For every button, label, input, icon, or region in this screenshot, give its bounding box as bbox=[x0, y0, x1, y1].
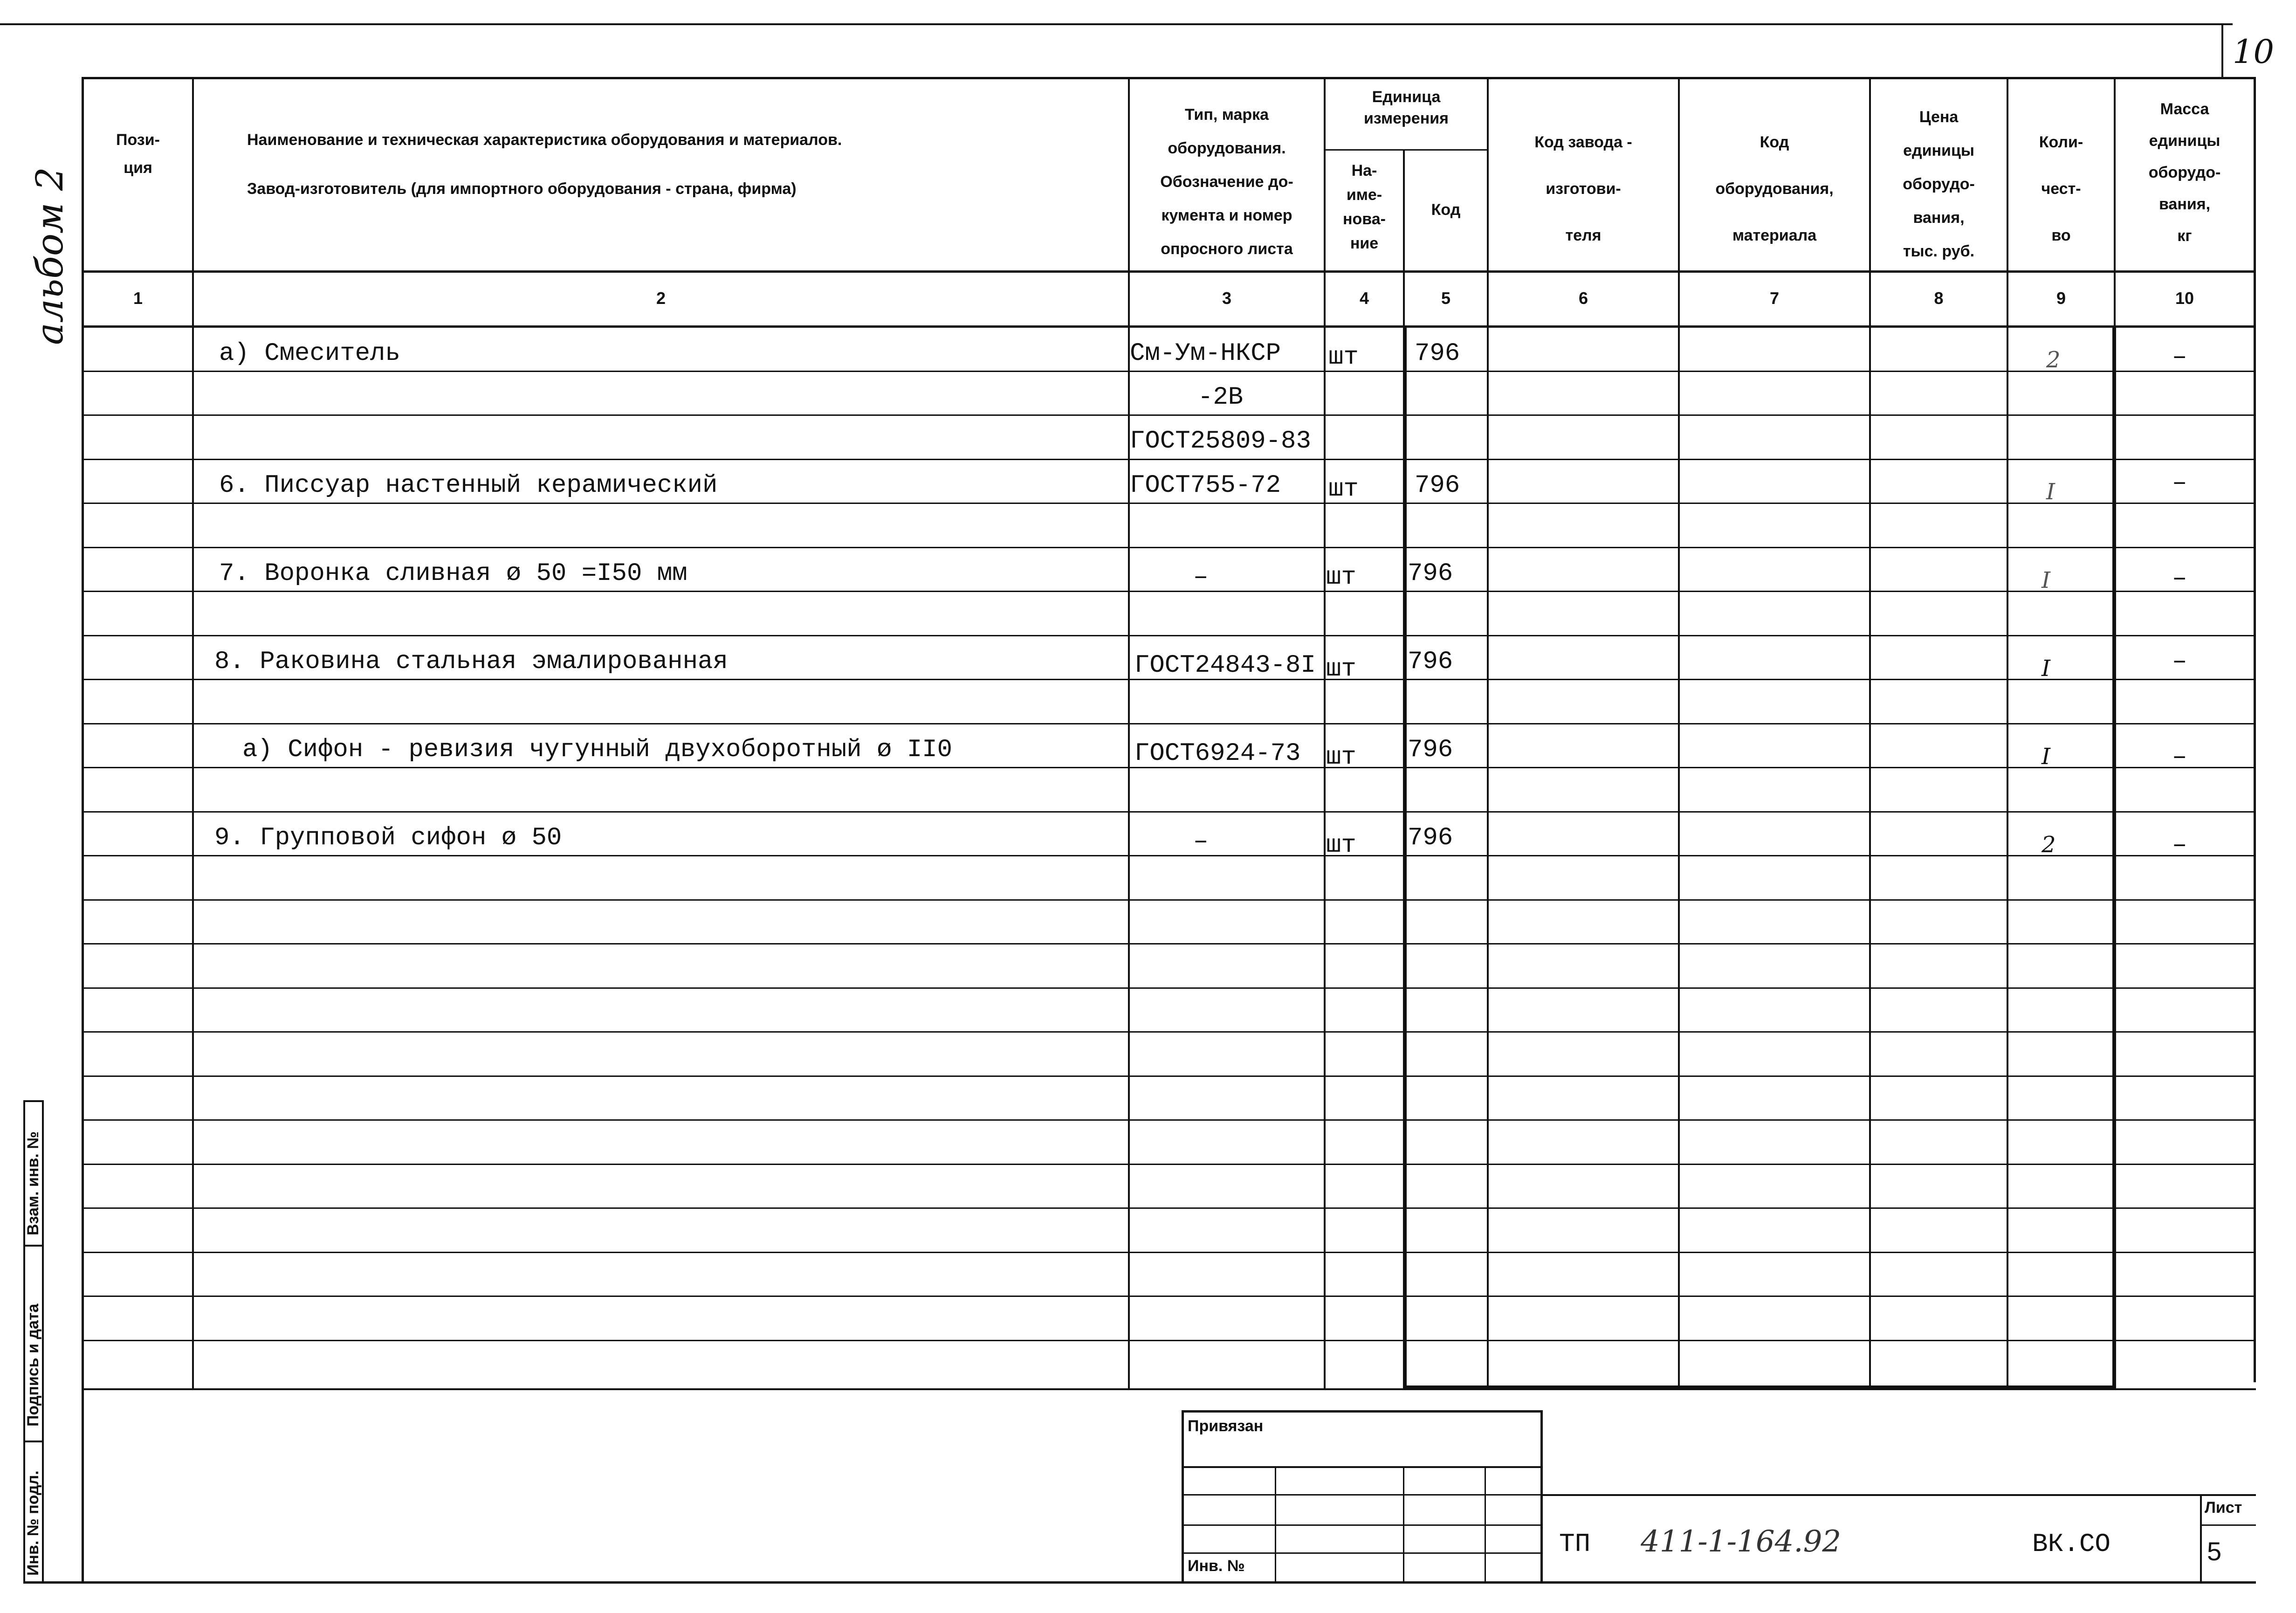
row-type: ГОСТ25809-83 bbox=[1130, 427, 1311, 455]
row-quantity: 2 bbox=[2046, 347, 2061, 373]
col-number-2: 2 bbox=[656, 289, 666, 308]
row-unit-code: 796 bbox=[1415, 471, 1460, 500]
row-type: ГОСТ6924-73 bbox=[1134, 739, 1301, 768]
row-quantity: 2 bbox=[2042, 832, 2056, 858]
row-mass: – bbox=[2172, 565, 2187, 593]
header-unit-group: Единица измерения bbox=[1364, 88, 1449, 127]
side-handwriting: альбом 2 bbox=[28, 167, 71, 345]
header-unit-name: На- име- нова- ние bbox=[1343, 162, 1386, 252]
col-number-1: 1 bbox=[133, 289, 143, 308]
row-unit: шт bbox=[1328, 343, 1359, 372]
header-quantity: Коли- чест- во bbox=[2039, 133, 2083, 244]
sign-date-label: Подпись и дата bbox=[24, 1303, 42, 1427]
col-number-9: 9 bbox=[2056, 289, 2066, 308]
row-quantity: I bbox=[2046, 479, 2055, 505]
row-unit-code: 796 bbox=[1408, 559, 1453, 588]
row-type: – bbox=[1193, 827, 1209, 856]
header-plant-code: Код завода - изготови- теля bbox=[1534, 133, 1632, 244]
row-unit: шт bbox=[1326, 655, 1356, 683]
header-position: Пози- ция bbox=[116, 131, 160, 177]
header-type: Тип, марка оборудования. Обозначение до- кумента и номер опросного листа bbox=[1160, 106, 1293, 258]
doc-prefix: ТП bbox=[1559, 1529, 1591, 1559]
col-number-6: 6 bbox=[1578, 289, 1588, 308]
row-name: 7. Воронка сливная ø 50 =I50 мм bbox=[219, 559, 687, 588]
row-mass: – bbox=[2172, 743, 2187, 772]
inv-no-orig-label: Инв. № подл. bbox=[24, 1470, 42, 1576]
row-name: а) Сифон - ревизия чугунный двухоборотный ø II0 bbox=[242, 736, 953, 764]
col-number-4: 4 bbox=[1359, 289, 1369, 308]
inv-no-label: Инв. № bbox=[1188, 1557, 1245, 1575]
col-number-10: 10 bbox=[2175, 289, 2194, 308]
doc-code: ВК.СО bbox=[2032, 1529, 2111, 1559]
row-name: 8. Раковина стальная эмалированная bbox=[214, 648, 728, 676]
row-quantity: I bbox=[2042, 567, 2050, 593]
col-number-3: 3 bbox=[1222, 289, 1232, 308]
row-name: а) Смеситель bbox=[219, 339, 400, 368]
row-mass: – bbox=[2172, 343, 2187, 372]
row-mass: – bbox=[2172, 648, 2187, 676]
row-type: См-Ум-НКСР bbox=[1130, 339, 1281, 368]
header-mass: Масса единицы оборудо- вания, кг bbox=[2148, 100, 2221, 245]
sheet-number: 5 bbox=[2207, 1537, 2222, 1566]
row-unit: шт bbox=[1328, 475, 1359, 503]
col-number-7: 7 bbox=[1769, 289, 1780, 308]
header-name-line2: Завод-изготовитель (для импортного оборудования - страна, фирма) bbox=[247, 180, 797, 198]
col-number-8: 8 bbox=[1934, 289, 1944, 308]
row-type: ГОСТ755-72 bbox=[1130, 471, 1281, 500]
row-name: 6. Писсуар настенный керамический bbox=[219, 471, 718, 500]
row-unit: шт bbox=[1326, 743, 1356, 772]
row-unit: шт bbox=[1326, 563, 1356, 592]
header-equipment-code: Код оборудования, материала bbox=[1715, 133, 1834, 244]
col-number-5: 5 bbox=[1441, 289, 1451, 308]
inv-no-repl-label: Взам. инв. № bbox=[24, 1131, 42, 1235]
row-unit: шт bbox=[1326, 831, 1356, 860]
sheet-corner-number: 10 bbox=[2233, 33, 2275, 71]
row-mass: – bbox=[2172, 831, 2187, 860]
header-price: Цена единицы оборудо- вания, тыс. руб. bbox=[1903, 108, 1975, 260]
row-type: ГОСТ24843-8I bbox=[1134, 651, 1316, 680]
row-quantity: I bbox=[2042, 655, 2050, 682]
row-unit-code: 796 bbox=[1408, 736, 1453, 764]
header-name-line1: Наименование и техническая характеристика оборудования и материалов. bbox=[247, 131, 842, 149]
row-type: -2В bbox=[1198, 383, 1244, 412]
privyazan-label: Привязан bbox=[1188, 1417, 1264, 1435]
header-unit-code: Код bbox=[1431, 201, 1461, 219]
row-unit-code: 796 bbox=[1408, 648, 1453, 676]
row-unit-code: 796 bbox=[1408, 824, 1453, 852]
row-type: – bbox=[1193, 563, 1209, 592]
row-mass: – bbox=[2172, 469, 2187, 497]
row-quantity: I bbox=[2042, 744, 2050, 770]
row-unit-code: 796 bbox=[1415, 339, 1460, 368]
doc-number: 411-1-164.92 bbox=[1641, 1524, 1842, 1559]
row-name: 9. Групповой сифон ø 50 bbox=[214, 824, 562, 852]
sheet-label: Лист bbox=[2205, 1499, 2242, 1516]
